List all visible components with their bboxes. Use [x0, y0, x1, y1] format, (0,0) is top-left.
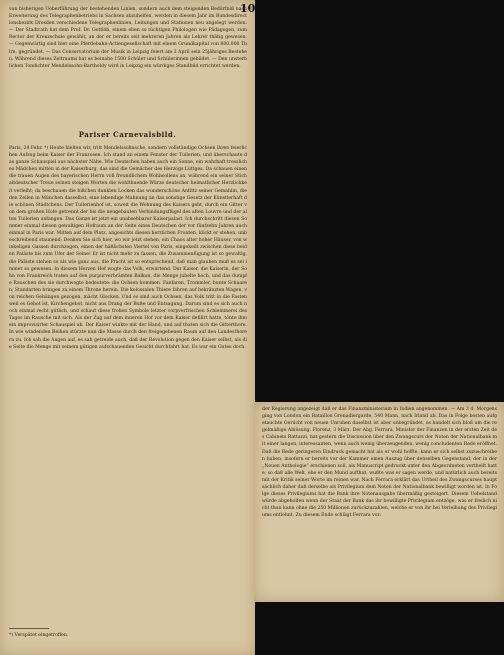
footnote-rule [9, 628, 49, 629]
page-number: 10 [240, 2, 256, 15]
section-title: Pariser Carnevalsbild. [78, 130, 177, 139]
intro-paragraph: von bisherigen Ueberführung der bestehenden Linien, sondern auch dem steigenden Bedürfniß nach Erweiterung des Telegraphenbetriebs in Sachsen abzuhelfen, werden in diesem Jahr im Bundesdirectionsbezirk Dresden verschiedene Telegraphenlinien, Leitungen und Stationen neu angelegt werden. — Der Stadtrath hat dem Prof. Dr. Gottlöb, einem eben so tüchtigen Philologen wie Pädagogen, zum Rector der Kreuzschule gewählt, an der er bereits seit mehreren Jahren als Lehrer thätig gewesen. — Gegenwärtig sind hier eine Pferdebahn-Actiengesellschaft mit einem Grundkapital von 800,000 Thlrn. gegründet. — Das Conservatorium der Musik in Leipzig feiert am 2 April sein 25jähriges Bestehen. Während dieses Zeitraums hat es beinahe 1500 Schüler und Schülerinnen gebildet. — Den unsterblichen Tondichter Mendelssohn-Bartholdy wird in Leipzig ein würdiges Standbild errichtet werden. [9, 7, 247, 69]
article-body: Paris, 24 Febr. *) Heute hielten wir, tritt Mendelssohnsche, sondern vollständige Ochsen ihren feierlichen Aufzug beim Kaiser der Franzosen. Ich stand an einem Fenster der Tuilerien, und überschaute das ganze Schauspiel aus nächster Nähe. Wie Deutschen haben auch ein Sonne, ein wahrhaft tressliches Mädchen mitten in der Kaiserburg, das sind die Gemächer des Herzogs Lüttges. Da schauen einen die trauen Augen des bayerischen Herrn voll freundlichem Wohlwollens an, während ein seiner Stich altdeutscher Treue seinen steigen Worten die wohlthuende Würze deutscher heimatlicher Herzlichkeit verleiht; da beschauen die bißchen dunklen Locken das wunderschöne Antlitz seiner Gemahlin, die den Zeilen in München dasselbst, eine lebendige Mahnung an das sonstige Gesetz der Künstlerhaft die schönen Städtchens. Der Tuilerienhof ist, soweit die Wohnung des Kaisers geht, durch ein Gitter von dem großen Hofe getrennt der bis die neugebauten Verbindungsflügel des alten Louvre und der alten Tuilerien anfangen. Das Ganze ist jetzt ein unabsehbarer Kaiserpalast. Ich durchschritt diesen Sommer einmal diesen gewaltigen Hofraum an der Seite eines Deutschen der vor fünfzehn Jahren auch einmal in Paris war. Mitten auf dem Platz, angesichts diesen herrlichen Fronten, klickt er stehen, unbeschreibend staunend: Denken Sie sich hier, wo wir jetzt stehen, ein Chaos alter hoher Häuser, von winkeligen Gassen durchzogen, einen der häßlichsten Viertel von Paris, eingekeilt zwischen diese beiden Paläste bis zum Ufer der Seine! Er ist nicht mehr zu fassen, die Zusammenfügung ist so gewaltig, die Paläste stehen so als wie ganz aus, die Pracht ist so entsprechend, daß man glauben muß es sei immer so gewesen. In diesem Herzen Hof wogte das Volk, erwartend. Der Kaiser, die Kaiserin, der Sohn von Frankreich traten auf den purpurverbrämten Balkon, die Menge jubelte hoch, und das dumpfe Rauschen des sie durchwogte bedeutete: die Ochsen kommen. Fanfaren, Trommler, bunte Schaaren, Standarten bringen zu einem Throne herein. Die kolossalen Thiere fahren auf bekränzten Wagen, von reichen Gehängen gezogen, mächt Glocken. Und es sind auch Ochsen, das Volk tritt in die Fasten weil es Gebot ist, Kirchengebot, nicht aus Drang der Buße und Entsagung. Darum sind es sich auch noch einmal recht gütlich, und schaut diese frohen Symbole letzter vorpverfrischen Schlemmerei des Tages im Rausche mit sich. Als der Zug auf dem inneren Hof vor dem Kaiser defilirt hatte, tönte ihm ein improvisirter Schauspiel ab. Der Kaiser winkte mit der Hand, und auf thaten sich die Gitterthore. In wie windenden Reihen stürzte nun die Masse durch den freigegebenen Raum auf den Landesthorern zu. Ich sah die Augen auf, es sah getreide auch, daß der Revolution gegen den Kaiser selbst, als die Seite die Menge mit seinem gütigen aufschauenden Gesicht durchfahrt hat. Es war ein Gutes doch. [9, 146, 247, 350]
footnote: *) Verspätet eingetroffen. [9, 633, 69, 638]
article-body-continued: der Regierung angezeigt daß er das Finanzministerium in Indien angenommen. — Am 3 d. Morgens ging von London ein Bataillon Grenadiergarde, 540 Mann, nach Irland ab. Das in Folge besten aufgetauchte Gerücht von neuen Unruhen daselbst ist aber unbegründet, es handelt sich bloß um die regelmäßige Ablösung. Florenz, 3 März. Der Abg. Ferrara, Minister der Finanzen in der ersten Zeit des Cabinets Rattazzi, hat gestern die Discussion über den Zwangscurs der Noten der Nationalbank mit einer langen, interessanten, wenn auch wenig überzeugenden, wenig concludenten Rede eröffnet. Daß die Rede geringeren Eindruck gemacht hat als er wohl hoffte, kann er sich selbst zuzuschreiben haben, insofern er bereits vor der Kammer einen Auszug über denselben Gegenstand, der in der „Neuen Anthologie“ erschienen soll, als Manuscript gedruckt unter den Abgeordneten vertheilt hatte, so daß alle Welt, ehe er den Mund aufthat, wußte was er sagen werde, und natürlich auch bereits mit der Kritik seiner Worte im reinen war. Nach Ferrara erklärt das Urtheil des Zwangscurses hauptsächlich daher daß derselbe als Privilegium dem Noten der Nationalbank bewilligt worden ist. In Folge dieses Privilegiums hat die Bank ihre Notenausgabe übermäßig gesteigert. Diesem Uebelstand würde abgeholfen wenn der Staat der Bank das ihr bewilligte Privilegium entzöge, was er freilich nicht thun kann ohne die 250 Millionen zurückzuzahlen, welche er von ihr bei Verleihung des Privilegiums entlehnt. Zu diesem Ende schlägt Ferrara vor: [262, 407, 497, 519]
